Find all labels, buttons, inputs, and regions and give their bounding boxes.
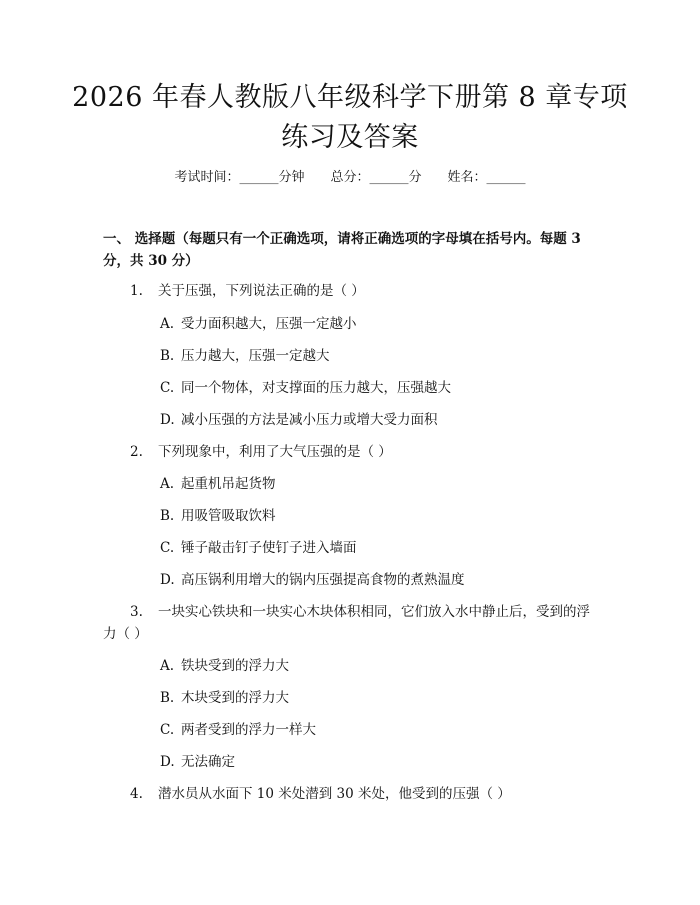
option-a <box>160 313 357 335</box>
option-c <box>160 537 357 559</box>
option-text: 减小压强的方法是减小压力或增大受力面积 <box>181 412 438 428</box>
option-b <box>160 345 330 367</box>
option-letter: D. <box>160 754 175 770</box>
option-text: 铁块受到的浮力大 <box>181 658 289 674</box>
question-number: 3. <box>130 604 143 620</box>
option-text: 用吸管吸取饮料 <box>181 508 276 524</box>
option-letter: A. <box>160 476 175 492</box>
question-number: 4. <box>130 786 143 802</box>
option-d <box>160 569 465 591</box>
option-letter: B. <box>160 508 175 524</box>
option-a <box>160 655 289 677</box>
option-a <box>160 473 276 495</box>
title-line-1: 2026 年春人教版八年级科学下册第 8 章专项 <box>72 82 628 113</box>
option-letter: C. <box>160 722 175 738</box>
option-letter: C. <box>160 380 175 396</box>
option-letter: A. <box>160 658 175 674</box>
option-text: 木块受到的浮力大 <box>181 690 289 706</box>
total-score-field: 总分：______分 <box>330 170 422 185</box>
option-text: 锤子敲击钉子使钉子进入墙面 <box>181 540 357 556</box>
name-field: 姓名：______ <box>447 170 526 185</box>
section-heading-line-1: 一、 选择题（每题只有一个正确选项，请将正确选项的字母填在括号内。每题 3 <box>103 231 581 247</box>
question-stem: 下列现象中，利用了大气压强的是（ ） <box>158 444 392 460</box>
question-number: 2. <box>130 444 143 460</box>
question-stem-line-1: 一块实心铁块和一块实心木块体积相同，它们放入水中静止后，受到的浮 <box>158 604 590 620</box>
option-letter: D. <box>160 572 175 588</box>
section-heading <box>103 228 603 272</box>
option-text: 无法确定 <box>181 754 235 770</box>
option-c <box>160 719 316 741</box>
exam-time-field: 考试时间：______分钟 <box>174 170 305 185</box>
question-stem-line-2: 力（ ） <box>103 626 148 642</box>
exam-meta <box>0 168 700 188</box>
option-text: 起重机吊起货物 <box>181 476 276 492</box>
title-line-2: 练习及答案 <box>281 122 419 153</box>
option-letter: B. <box>160 690 175 706</box>
exam-title <box>60 78 640 158</box>
question-number: 1. <box>130 283 143 299</box>
option-d <box>160 751 235 773</box>
option-b <box>160 505 276 527</box>
option-text: 高压锅利用增大的锅内压强提高食物的煮熟温度 <box>181 572 465 588</box>
option-text: 同一个物体，对支撑面的压力越大，压强越大 <box>181 380 451 396</box>
option-letter: D. <box>160 412 175 428</box>
option-letter: A. <box>160 316 175 332</box>
option-letter: C. <box>160 540 175 556</box>
option-text: 两者受到的浮力一样大 <box>181 722 316 738</box>
section-heading-line-2: 分，共 30 分） <box>103 253 199 269</box>
question-stem: 潜水员从水面下 10 米处潜到 30 米处，他受到的压强（ ） <box>158 786 511 802</box>
option-c <box>160 377 451 399</box>
option-b <box>160 687 289 709</box>
option-text: 压力越大，压强一定越大 <box>181 348 330 364</box>
option-letter: B. <box>160 348 175 364</box>
option-d <box>160 409 438 431</box>
question-stem: 关于压强，下列说法正确的是（ ） <box>158 283 365 299</box>
option-text: 受力面积越大，压强一定越小 <box>181 316 357 332</box>
